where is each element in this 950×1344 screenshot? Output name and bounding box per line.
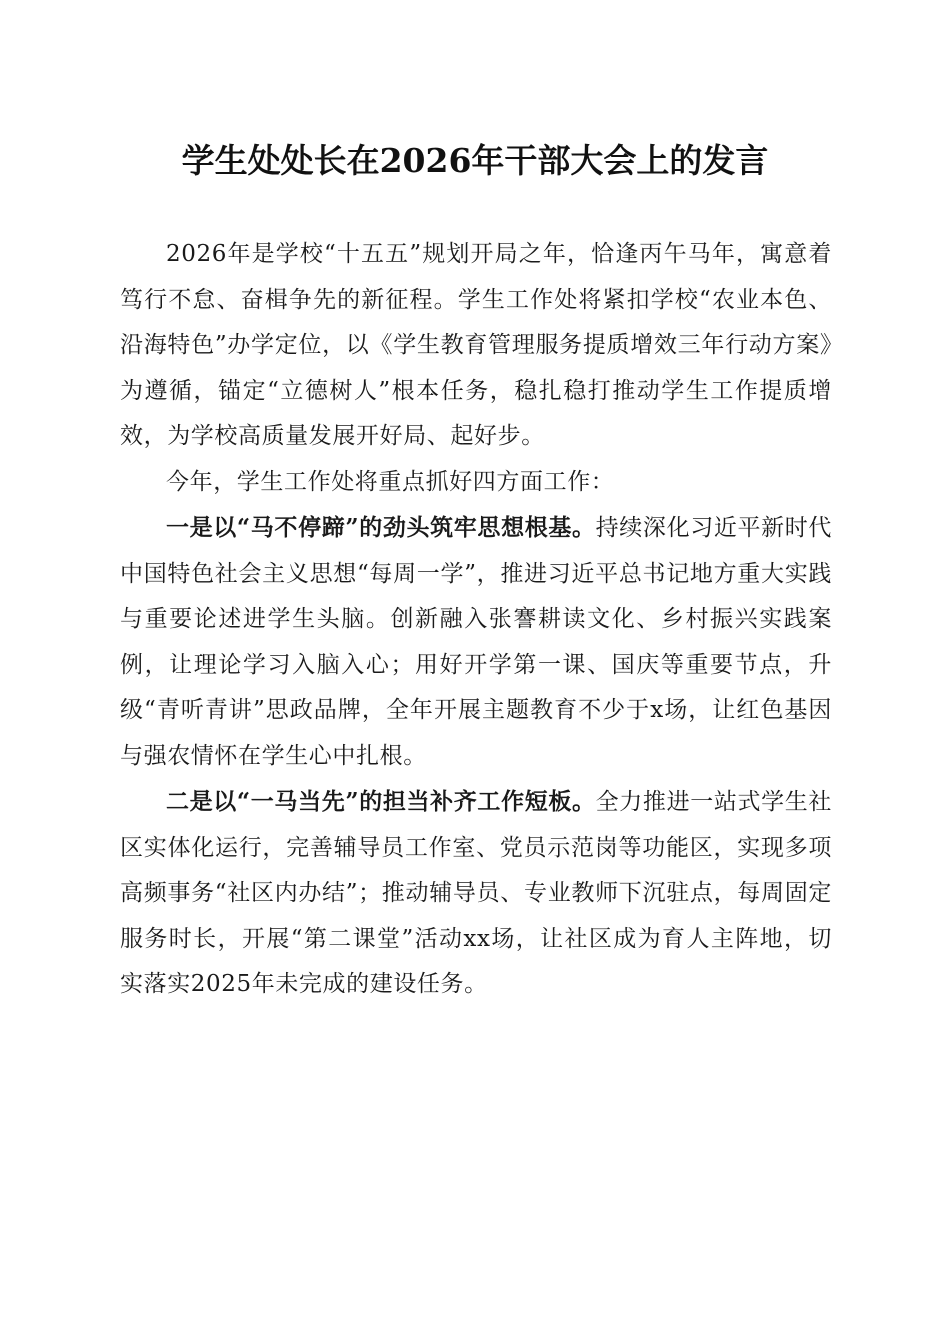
document-body: [120, 232, 832, 1008]
document-title: 学生处处长在2026年干部大会上的发言: [181, 141, 769, 180]
paragraph-point-two: [120, 779, 832, 1008]
paragraph-overview: [120, 460, 832, 506]
paragraph-lead: 一是以“马不停蹄”的劲头筑牢思想根基。: [166, 514, 596, 541]
paragraph-intro: [120, 232, 832, 460]
paragraph-text: 全力推进一站式学生社区实体化运行，完善辅导员工作室、党员示范岗等功能区，实现多项高频事务“社区内办结”；推动辅导员、专业教师下沉驻点，每周固定服务时长，开展“第二课堂”活动xx场，让社区成为育人主阵地，切实落实2025年未完成的建设任务。: [120, 789, 833, 997]
paragraph-point-one: [120, 505, 832, 779]
paragraph-text: 持续深化习近平新时代中国特色社会主义思想“每周一学”，推进习近平总书记地方重大实践与重要论述进学生头脑。创新融入张謇耕读文化、乡村振兴实践案例，让理论学习入脑入心；用好开学第一课、国庆等重要节点，升级“青听青讲”思政品牌，全年开展主题教育不少于x场，让红色基因与强农情怀在学生心中扎根。: [120, 515, 833, 769]
paragraph-text: 2026年是学校“十五五”规划开局之年，恰逢丙午马年，寓意着笃行不怠、奋楫争先的新征程。学生工作处将紧扣学校“农业本色、沿海特色”办学定位，以《学生教育管理服务提质增效三年行动方案》为遵循，锚定“立德树人”根本任务，稳扎稳打推动学生工作提质增效，为学校高质量发展开好局、起好步。: [120, 241, 832, 449]
paragraph-lead: 二是以“一马当先”的担当补齐工作短板。: [166, 788, 596, 815]
paragraph-text: 今年，学生工作处将重点抓好四方面工作：: [166, 468, 615, 495]
